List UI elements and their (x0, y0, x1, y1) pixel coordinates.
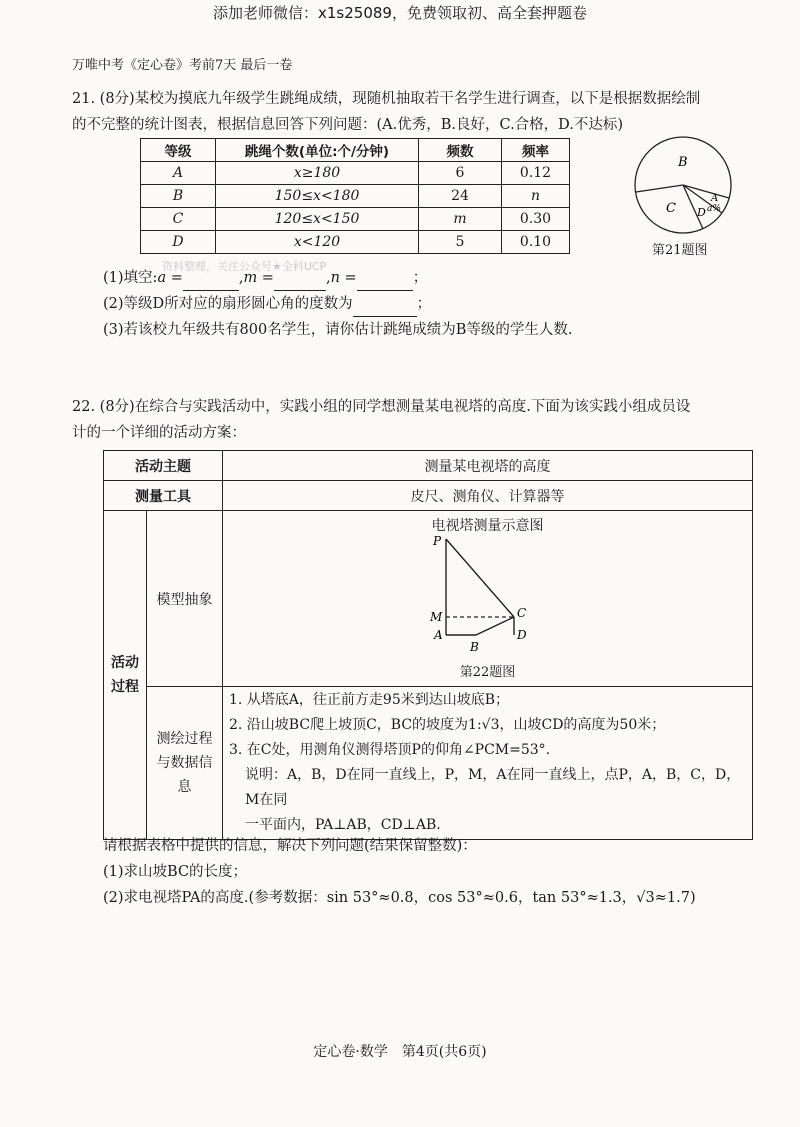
q21-score: (8分) (99, 91, 135, 107)
q22-plan-table (103, 450, 753, 840)
table-cell: x≥180 (216, 162, 419, 185)
table-cell: 0.12 (502, 162, 570, 185)
pie-label-b: B (678, 155, 688, 170)
topic-label: 活动主题 (104, 451, 223, 481)
pie-divider-ab (683, 185, 729, 198)
table-header-cell: 频率 (502, 139, 570, 162)
table-row (104, 687, 753, 840)
table-cell: 6 (419, 162, 502, 185)
label-b: B (469, 640, 479, 654)
sub1-end: ； (412, 270, 428, 286)
q21-intro-line2: 的不完整的统计图表，根据信息回答下列问题：(A.优秀，B.良好，C.合格，D.不达标) (72, 117, 624, 133)
table-cell: 0.10 (502, 231, 570, 254)
table-cell: 5 (419, 231, 502, 254)
step-3: 3. 在C处，用测角仪测得塔顶P的仰角∠PCM=53°. (229, 742, 551, 758)
answer-blank-n[interactable] (357, 274, 413, 291)
table-cell: m (419, 208, 502, 231)
model-label: 模型抽象 (147, 511, 223, 687)
series-header: 万唯中考《定心卷》考前7天 最后一卷 (72, 58, 293, 73)
note-line-2: 一平面内，PA⊥AB，CD⊥AB. (245, 817, 441, 833)
sight-line-pc (446, 539, 514, 617)
q21-sub3: (3)若该校九年级共有800名学生，请你估计跳绳成绩为B等级的学生人数. (103, 322, 573, 338)
label-a: A (433, 628, 443, 642)
q21-sub1: (1)填空:a = ,m = ,n = ； (103, 265, 427, 291)
table-header-cell: 跳绳个数(单位:个/分钟) (216, 139, 419, 162)
q21-table-header (141, 139, 570, 162)
tools-label: 测量工具 (104, 481, 223, 511)
table-cell: 24 (419, 185, 502, 208)
pie-label-a: A (711, 193, 719, 204)
table-row (141, 208, 570, 231)
q21-figure-caption: 第21题图 (652, 243, 708, 258)
q22-intro-line2: 计的一个详细的活动方案： (72, 425, 246, 441)
q21-intro-line1: 某校为摸底九年级学生跳绳成绩，现随机抽取若干名学生进行调查，以下是根据数据绘制 (134, 91, 701, 107)
pie-label-percent: a% (707, 204, 721, 214)
table-header-cell: 频数 (419, 139, 502, 162)
answer-blank-m[interactable] (274, 274, 326, 291)
label-m: M (429, 610, 442, 624)
q21-number: 21. (72, 91, 96, 107)
table-cell: 150≤x<180 (216, 185, 419, 208)
table-cell: 0.30 (502, 208, 570, 231)
sub1-a-label: a = (157, 270, 183, 286)
diagram-title: 电视塔测量示意图 (431, 518, 544, 534)
q21-table (140, 138, 570, 254)
table-cell: B (141, 185, 216, 208)
diagram-caption: 第22题图 (459, 665, 516, 680)
q22-ask: 请根据表格中提供的信息，解决下列问题(结果保留整数)： (103, 838, 477, 854)
sub2-end: ； (416, 296, 432, 312)
table-header-cell: 等级 (141, 139, 216, 162)
label-p: P (432, 535, 441, 548)
label-c: C (516, 606, 526, 620)
label-d: D (516, 628, 527, 642)
model-diagram-cell (223, 511, 753, 687)
answer-blank-a[interactable] (183, 274, 239, 291)
table-row (141, 185, 570, 208)
table-cell: D (141, 231, 216, 254)
step-2: 2. 沿山坡BC爬上坡顶C，BC的坡度为1:√3，山坡CD的高度为50米； (229, 717, 666, 733)
table-row (141, 231, 570, 254)
promo-banner: 添加老师微信：x1s25089，免费领取初、高全套押题卷 (213, 4, 587, 22)
pie-label-d: D (697, 206, 706, 219)
q22-number: 22. (72, 399, 96, 415)
table-cell: C (141, 208, 216, 231)
process-label: 活动 过程 (104, 511, 147, 840)
note-line-1: 说明：A，B，D在同一直线上，P，M，A在同一直线上，点P，A，B，C，D，M在同 (245, 767, 741, 808)
table-cell: x<120 (216, 231, 419, 254)
answer-blank-angle[interactable] (353, 300, 417, 317)
page-footer: 定心卷·数学 第4页(共6页) (313, 1044, 487, 1060)
step-1: 1. 从塔底A，往正前方走95米到达山坡底B； (229, 692, 510, 708)
table-cell: A (141, 162, 216, 185)
q21-pie-figure (628, 130, 738, 240)
table-row (104, 451, 753, 481)
sub1-m-label: m = (243, 270, 274, 286)
sub1-prefix: (1)填空: (103, 270, 158, 286)
table-row (104, 511, 753, 687)
table-cell: 120≤x<150 (216, 208, 419, 231)
watermark-text: 资料整理，关注公众号★全科UCP (162, 260, 327, 273)
topic-value: 测量某电视塔的高度 (223, 451, 753, 481)
q22-score: (8分) (99, 399, 135, 415)
table-row (141, 162, 570, 185)
tower-diagram (418, 535, 558, 663)
table-row (104, 481, 753, 511)
q21-sub2 (103, 291, 431, 317)
q22-intro (72, 394, 752, 446)
sub2-text: (2)等级D所对应的扇形圆心角的度数为 (103, 296, 353, 312)
table-cell: n (502, 185, 570, 208)
survey-label: 测绘过程 与数据信 息 (147, 687, 223, 840)
q22-sub1: (1)求山坡BC的长度； (103, 864, 248, 880)
q22-sub2: (2)求电视塔PA的高度.(参考数据：sin 53°≈0.8，cos 53°≈0.6，tan 53°≈1.3，√3≈1.7) (103, 890, 696, 906)
survey-steps (223, 687, 753, 840)
pie-divider-bc (636, 185, 683, 192)
tools-value: 皮尺、测角仪、计算器等 (223, 481, 753, 511)
slope-line-bc (476, 617, 514, 635)
pie-label-c: C (666, 201, 676, 216)
sub1-n-label: n = (330, 270, 357, 286)
q22-intro-line1: 在综合与实践活动中，实践小组的同学想测量某电视塔的高度.下面为该实践小组成员设 (134, 399, 691, 415)
